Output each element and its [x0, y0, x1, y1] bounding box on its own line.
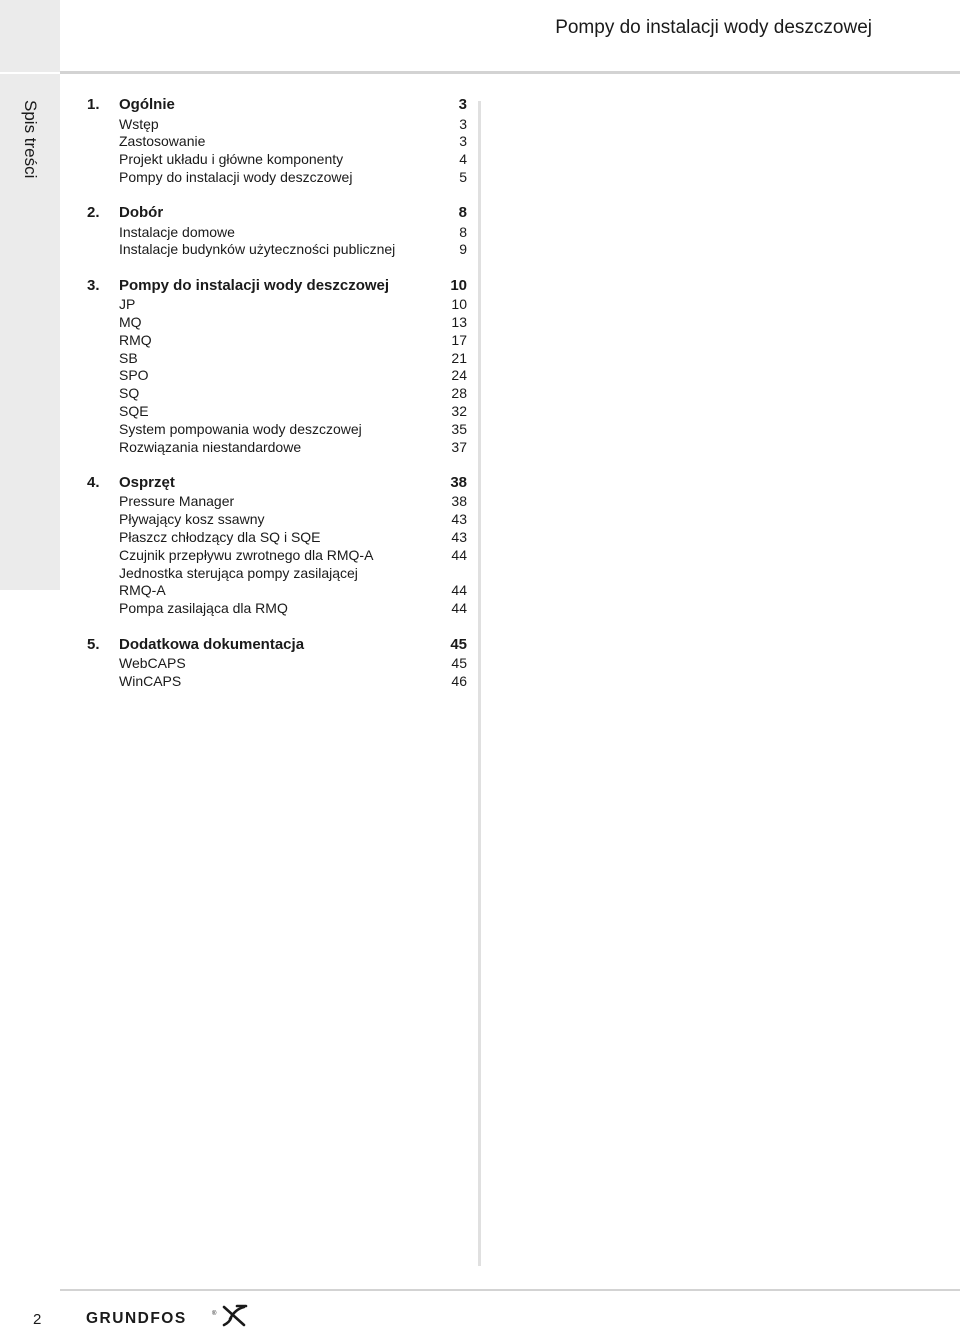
toc-item-label: SQE	[119, 403, 149, 420]
page-title: Pompy do instalacji wody deszczowej	[555, 17, 872, 38]
toc-item-label: Instalacje budynków użyteczności publicznej	[119, 241, 396, 258]
toc-item[interactable]	[87, 403, 467, 421]
toc-section-number: 3.	[87, 276, 100, 294]
toc-item[interactable]	[87, 385, 467, 403]
toc-section	[87, 636, 467, 691]
toc-item-page: 44	[451, 582, 467, 599]
toc-item-page: 5	[459, 168, 467, 185]
toc-section	[87, 277, 467, 457]
toc-section-page: 8	[458, 204, 467, 222]
toc-item-label: SB	[119, 349, 138, 366]
toc-item-label: Jednostka sterująca pompy zasilającej	[119, 564, 358, 581]
table-of-contents	[87, 96, 467, 708]
toc-section-page: 3	[458, 96, 467, 113]
toc-item-label: Wstęp	[119, 115, 159, 132]
toc-section-number: 5.	[87, 635, 100, 653]
toc-section-title: Osprzęt	[119, 473, 175, 491]
footer-divider	[60, 1289, 960, 1291]
toc-item[interactable]	[87, 151, 467, 169]
toc-section-page: 38	[450, 473, 467, 491]
toc-section-page: 45	[450, 635, 467, 653]
toc-item-page: 13	[451, 314, 467, 331]
toc-section-page: 10	[450, 276, 467, 294]
grundfos-logo	[86, 1303, 251, 1334]
toc-section-heading[interactable]	[87, 474, 467, 494]
toc-item[interactable]	[87, 547, 467, 565]
toc-section-heading[interactable]	[87, 204, 467, 224]
toc-item[interactable]	[87, 600, 467, 618]
toc-item[interactable]	[87, 655, 467, 673]
toc-item-page: 46	[451, 672, 467, 689]
toc-item-label: Czujnik przepływu zwrotnego dla RMQ-A	[119, 546, 374, 563]
toc-section-heading[interactable]	[87, 96, 467, 116]
toc-item-label: SPO	[119, 367, 149, 384]
toc-item-page: 24	[451, 367, 467, 384]
toc-item[interactable]	[87, 116, 467, 134]
toc-item-page: 35	[451, 420, 467, 437]
toc-item[interactable]	[87, 332, 467, 350]
logo-x-icon	[224, 1306, 246, 1325]
toc-item-page: 43	[451, 529, 467, 546]
toc-item[interactable]	[87, 421, 467, 439]
toc-section-heading[interactable]	[87, 636, 467, 656]
toc-item-label: Rozwiązania niestandardowe	[119, 438, 302, 455]
toc-item-label: Płaszcz chłodzący dla SQ i SQE	[119, 529, 321, 546]
toc-item-label: Pompy do instalacji wody deszczowej	[119, 168, 353, 185]
toc-item[interactable]	[87, 493, 467, 511]
toc-item-label: Pompa zasilająca dla RMQ	[119, 600, 288, 617]
toc-item-page: 9	[459, 241, 467, 258]
toc-item[interactable]	[87, 673, 467, 691]
toc-item-page: 32	[451, 403, 467, 420]
column-divider	[478, 101, 481, 1266]
toc-item-page: 4	[459, 151, 467, 168]
toc-item[interactable]	[87, 224, 467, 242]
toc-item-page: 17	[451, 331, 467, 348]
toc-item-label: Pływający kosz ssawny	[119, 511, 265, 528]
toc-section	[87, 96, 467, 187]
toc-item-page: 45	[451, 655, 467, 672]
toc-item-page: 3	[459, 133, 467, 150]
toc-item[interactable]	[87, 314, 467, 332]
toc-section	[87, 474, 467, 618]
toc-item-page: 44	[451, 546, 467, 563]
toc-section-heading[interactable]	[87, 277, 467, 297]
sidebar-tab	[0, 74, 60, 590]
toc-item-label: WebCAPS	[119, 655, 186, 672]
toc-item-label: WinCAPS	[119, 672, 182, 689]
toc-item[interactable]	[87, 511, 467, 529]
page-number: 2	[33, 1311, 42, 1328]
toc-item-page: 44	[451, 600, 467, 617]
toc-item-label: RMQ-A	[119, 582, 166, 599]
toc-item-label: System pompowania wody deszczowej	[119, 420, 362, 437]
header-corner-block	[0, 0, 60, 72]
toc-item-page: 10	[451, 296, 467, 313]
svg-text:®: ®	[212, 1311, 217, 1317]
toc-item-label: Pressure Manager	[119, 493, 235, 510]
logo-wordmark: GRUNDFOS	[86, 1310, 187, 1327]
toc-item[interactable]	[87, 529, 467, 547]
toc-item-page: 43	[451, 511, 467, 528]
toc-section-title: Dobór	[119, 204, 164, 222]
toc-item-page: 3	[459, 115, 467, 132]
toc-item[interactable]	[87, 169, 467, 187]
toc-item[interactable]	[87, 350, 467, 368]
toc-item-label: RMQ	[119, 331, 152, 348]
toc-item-label: Projekt układu i główne komponenty	[119, 151, 344, 168]
toc-item-label: JP	[119, 296, 136, 313]
toc-section-number: 2.	[87, 204, 100, 222]
toc-item-label: MQ	[119, 314, 142, 331]
toc-item-page: 28	[451, 385, 467, 402]
toc-section	[87, 204, 467, 259]
sidebar-tab-label: Spis treści	[21, 100, 40, 179]
toc-section-title: Dodatkowa dokumentacja	[119, 635, 305, 653]
toc-section-number: 1.	[87, 96, 100, 113]
toc-item[interactable]	[87, 241, 467, 259]
toc-item[interactable]	[87, 565, 467, 583]
toc-item-page: 37	[451, 438, 467, 455]
toc-item[interactable]	[87, 439, 467, 457]
header-divider	[60, 71, 960, 74]
toc-item-page: 21	[451, 349, 467, 366]
toc-item-page: 8	[459, 223, 467, 240]
toc-item[interactable]	[87, 582, 467, 600]
toc-item[interactable]	[87, 367, 467, 385]
toc-section-number: 4.	[87, 473, 100, 491]
toc-section-title: Ogólnie	[119, 96, 175, 113]
toc-item-page: 38	[451, 493, 467, 510]
toc-item-label: SQ	[119, 385, 140, 402]
toc-item-label: Instalacje domowe	[119, 223, 235, 240]
toc-section-title: Pompy do instalacji wody deszczowej	[119, 276, 390, 294]
toc-item[interactable]	[87, 133, 467, 151]
toc-item-label: Zastosowanie	[119, 133, 206, 150]
toc-item[interactable]	[87, 296, 467, 314]
